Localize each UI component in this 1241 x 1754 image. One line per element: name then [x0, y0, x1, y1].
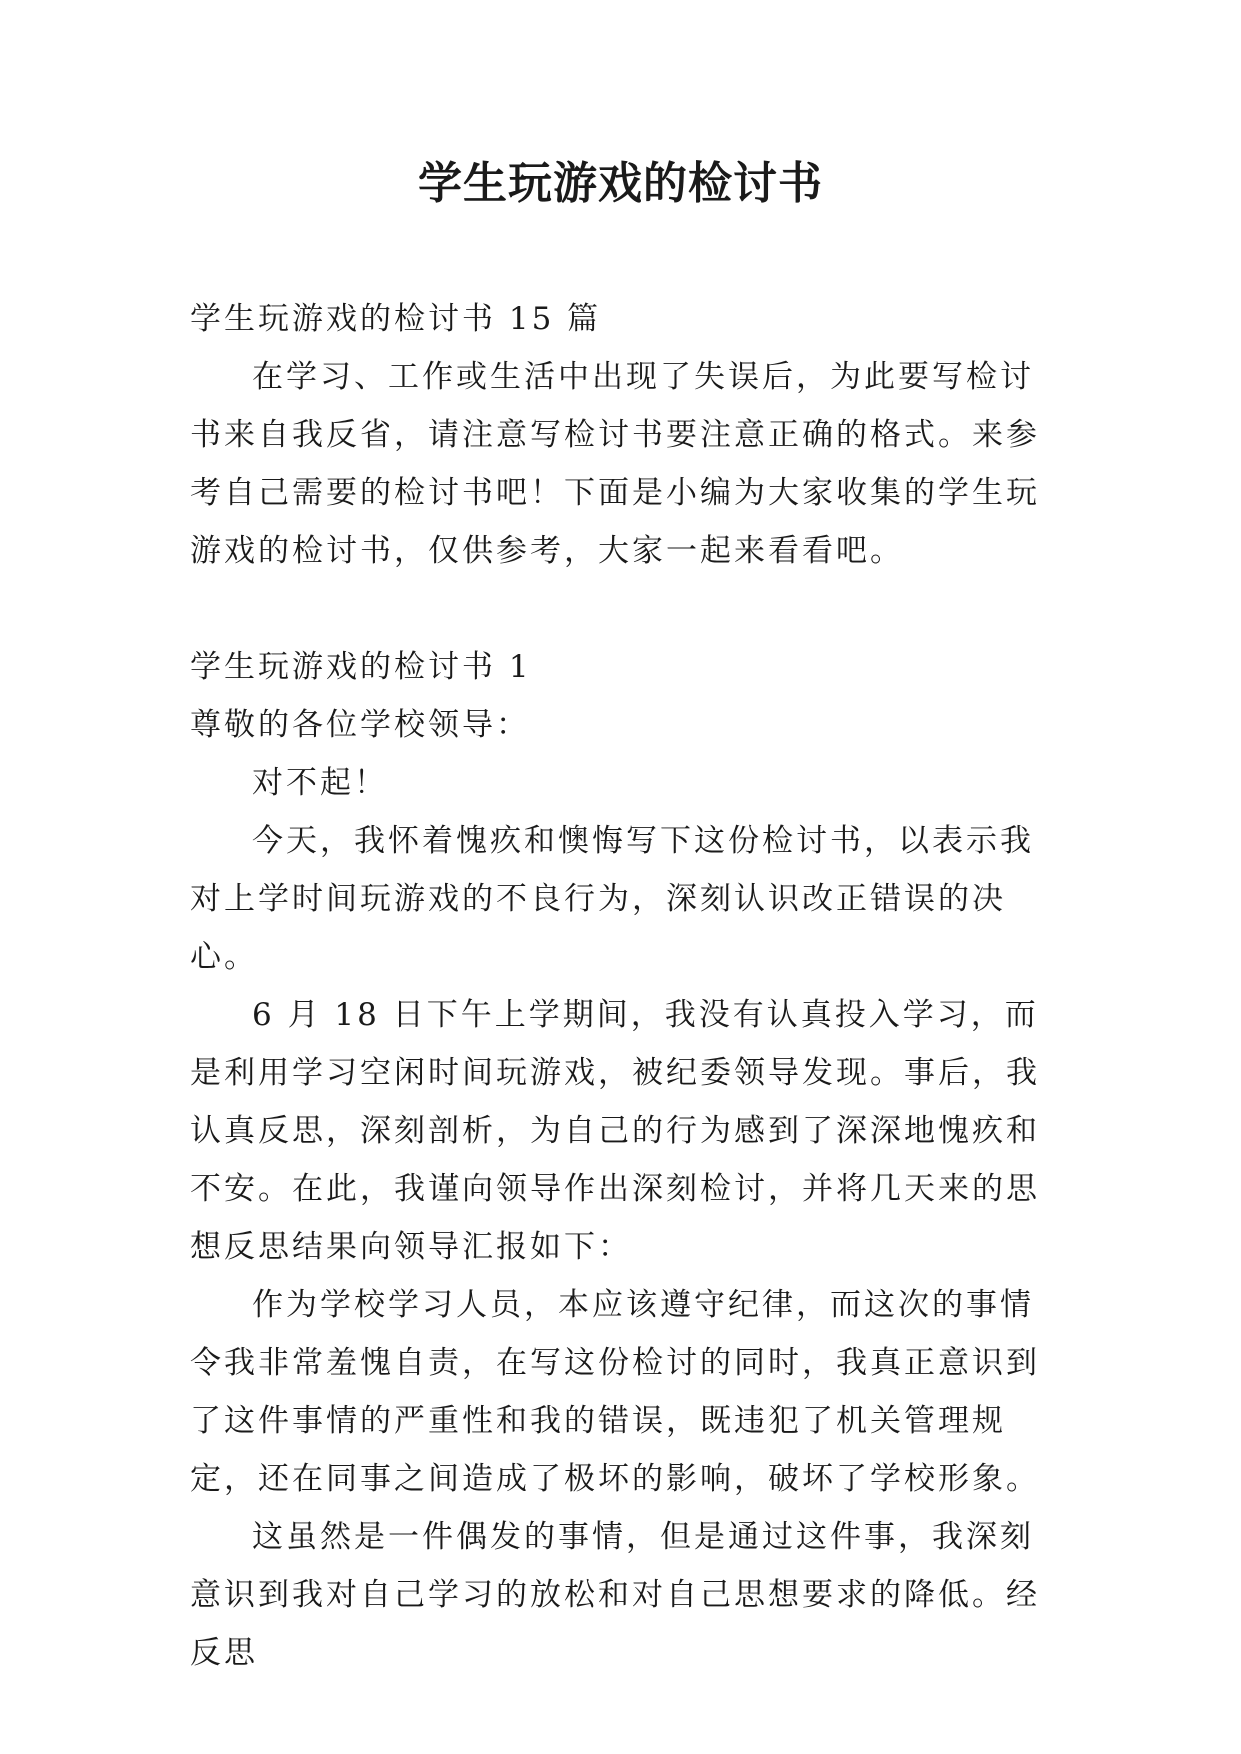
document-subtitle: 学生玩游戏的检讨书 15 篇 — [190, 301, 602, 337]
section-heading: 学生玩游戏的检讨书 1 — [190, 649, 532, 685]
intro-paragraph: 在学习、工作或生活中出现了失误后，为此要写检讨书来自我反省，请注意写检讨书要注意正确的格式。来参考自己需要的检讨书吧！下面是小编为大家收集的学生玩游戏的检讨书，仅供参考，大家一起来看看吧。 — [190, 359, 1040, 569]
body-paragraph: 对不起！ — [252, 765, 388, 801]
body-paragraph: 作为学校学习人员，本应该遵守纪律，而这次的事情令我非常羞愧自责，在写这份检讨的同时，我真正意识到了这件事情的严重性和我的错误，既违犯了机关管理规定，还在同事之间造成了极坏的影响，破坏了学校形象。 — [190, 1287, 1040, 1497]
document-title: 学生玩游戏的检讨书 — [418, 158, 823, 209]
document-body — [190, 290, 1050, 1682]
body-paragraph: 这虽然是一件偶发的事情，但是通过这件事，我深刻意识到我对自己学习的放松和对自己思想要求的降低。经反思 — [190, 1519, 1040, 1671]
body-paragraph: 今天，我怀着愧疚和懊悔写下这份检讨书，以表示我对上学时间玩游戏的不良行为，深刻认识改正错误的决心。 — [190, 823, 1034, 975]
salutation: 尊敬的各位学校领导： — [190, 707, 530, 743]
body-paragraph: 6 月 18 日下午上学期间，我没有认真投入学习，而是利用学习空闲时间玩游戏，被纪委领导发现。事后，我认真反思，深刻剖析，为自己的行为感到了深深地愧疚和不安。在此，我谨向领导作出深刻检讨，并将几天来的思想反思结果向领导汇报如下： — [190, 997, 1040, 1265]
